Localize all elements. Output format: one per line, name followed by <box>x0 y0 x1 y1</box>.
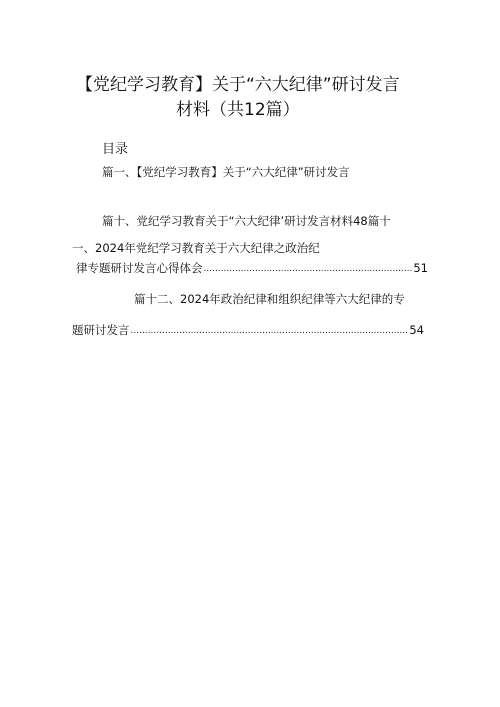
document-title-line-2: 材料（共12篇） <box>176 100 300 120</box>
document-title-line-1: 【党纪学习教育】关于“六大纪律”研讨发言 <box>76 75 400 95</box>
toc-heading: 目录 <box>102 142 129 157</box>
toc-entry-10: 篇十、党纪学习教育关于“六大纪律’研讨发言材料48篇十 <box>102 214 391 228</box>
toc-entry-11-page: 51 <box>413 261 428 275</box>
dot-leader <box>204 260 413 278</box>
toc-entry-12-text: 题研讨发言 <box>72 323 130 337</box>
toc-entry-12-page: 54 <box>409 323 424 337</box>
toc-entry-1: 篇一、【党纪学习教育】关于“六大纪律”研讨发言 <box>102 165 350 179</box>
dot-leader <box>131 322 409 340</box>
toc-entry-11-line-1: 一、2024年党纪学习教育关于六大纪律之政治纪 <box>72 241 320 255</box>
toc-entry-11-text: 律专题研讨发言心得体会 <box>76 261 203 275</box>
toc-entry-12-line-1: 篇十二、2024年政治纪律和组织纪律等六大纪律的专 <box>134 292 405 306</box>
toc-entry-11-line-2 <box>76 260 428 278</box>
toc-entry-12-line-2 <box>72 322 424 340</box>
